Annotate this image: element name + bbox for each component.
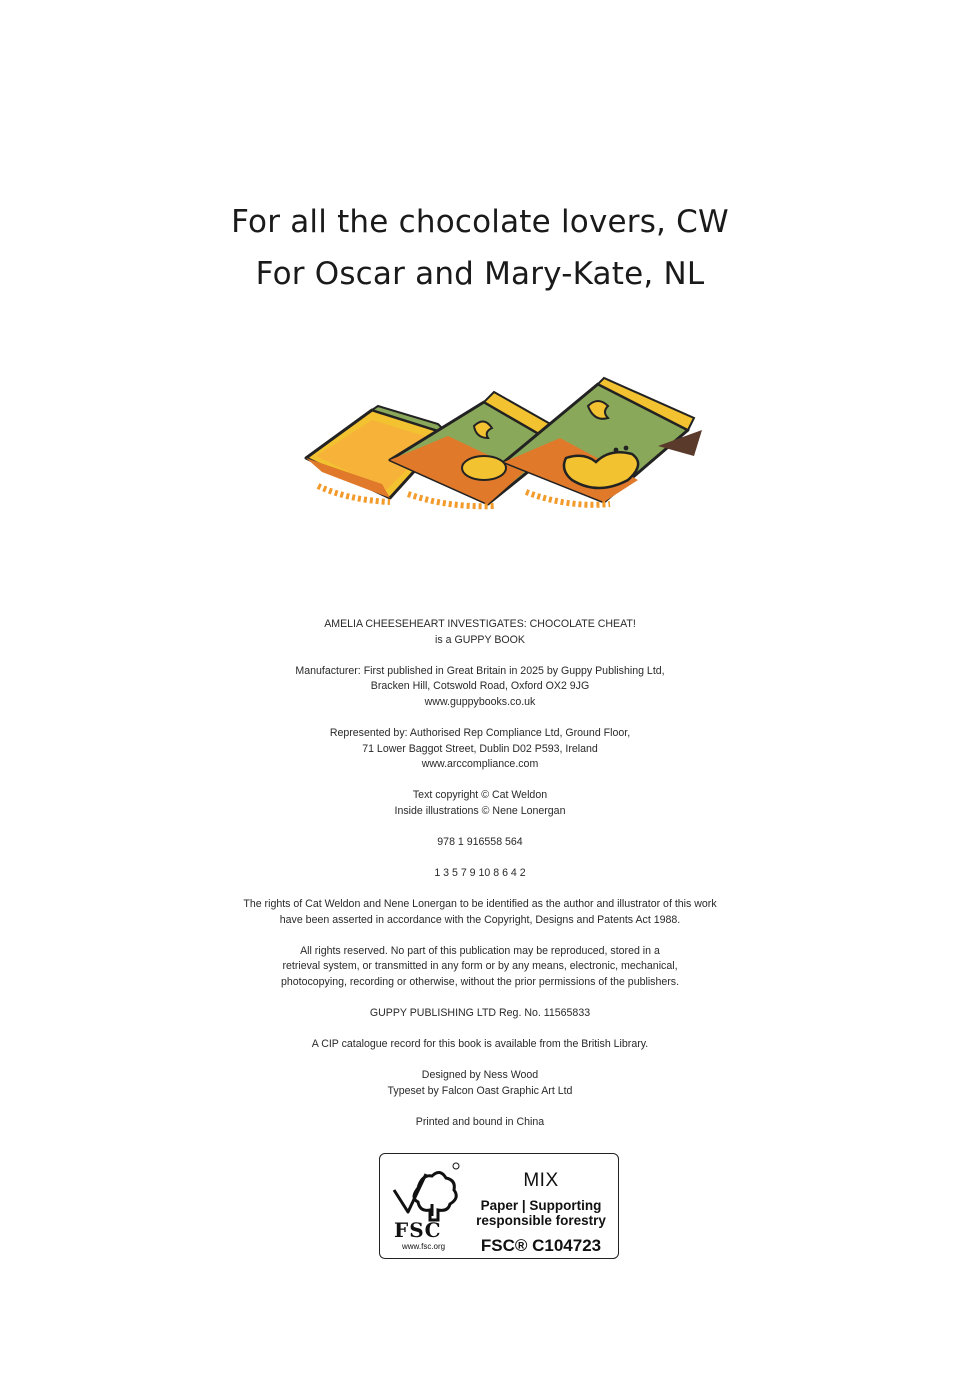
cip-block [0, 1037, 960, 1053]
reserved-line-3: photocopying, recording or otherwise, without the prior permissions of the publishers. [280, 976, 680, 988]
isbn-block [0, 835, 960, 851]
fsc-website: www.fsc.org [402, 1242, 446, 1251]
printed-in: Printed and bound in China [415, 1115, 545, 1128]
printed-block [0, 1115, 960, 1131]
print-line-block [0, 866, 960, 882]
fsc-paper-line-1: Paper | Supporting [480, 1198, 602, 1213]
text-copyright: Text copyright © Cat Weldon [412, 789, 548, 802]
rights-block [0, 897, 960, 928]
fsc-paper-line-2: responsible forestry [476, 1213, 606, 1228]
book-series: is a GUPPY BOOK [435, 633, 525, 646]
cip-statement: A CIP catalogue record for this book is available from the British Library. [311, 1038, 649, 1051]
fsc-paper-statement [466, 1198, 616, 1228]
rights-line-2: have been asserted in accordance with the Copyright, Designs and Patents Act 1988. [279, 913, 681, 926]
credits-block [0, 1068, 960, 1099]
illustrations-copyright: Inside illustrations © Nene Lonergan [394, 804, 566, 817]
rights-line-1: The rights of Cat Weldon and Nene Lonergan to be identified as the author and illustrator of this work [243, 898, 717, 911]
manufacturer-line-2: Bracken Hill, Cotswold Road, Oxford OX2 9JG [370, 680, 590, 693]
imprint-page [0, 617, 960, 1146]
manufacturer-line-1: Manufacturer: First published in Great Britain in 2025 by Guppy Publishing Ltd, [295, 664, 665, 677]
copyright-block [0, 788, 960, 819]
imprint-title-block [0, 617, 960, 648]
manufacturer-block [0, 664, 960, 711]
representative-line-2: 71 Lower Baggot Street, Dublin D02 P593, Ireland [362, 742, 598, 755]
isbn: 978 1 916558 564 [437, 835, 523, 848]
reserved-line-2: retrieval system, or transmitted in any form or by any means, electronic, mechanical, [282, 960, 678, 973]
chocolate-bars-illustration [298, 376, 708, 512]
reserved-block [0, 944, 960, 991]
representative-website: www.arccompliance.com [421, 758, 539, 771]
fsc-label-text [466, 1154, 616, 1256]
representative-block [0, 726, 960, 773]
fsc-certification-badge [379, 1153, 619, 1259]
reserved-line-1: All rights reserved. No part of this publication may be reproduced, stored in a [300, 944, 660, 957]
registration-block [0, 1006, 960, 1022]
registration-number: GUPPY PUBLISHING LTD Reg. No. 11565833 [369, 1007, 591, 1020]
designer-credit: Designed by Ness Wood [421, 1069, 539, 1082]
dedication-line-2: For Oscar and Mary-Kate, NL [255, 256, 705, 292]
fsc-mix: MIX [523, 1170, 559, 1191]
dedication-line-1: For all the chocolate lovers, CW [231, 204, 729, 240]
book-title: AMELIA CHEESEHEART INVESTIGATES: CHOCOLATE CHEAT! [324, 618, 636, 630]
manufacturer-website: www.guppybooks.co.uk [424, 695, 536, 708]
print-line: 1 3 5 7 9 10 8 6 4 2 [434, 867, 526, 880]
fsc-license-code: FSC® C104723 [480, 1236, 602, 1255]
representative-line-1: Represented by: Authorised Rep Compliance Ltd, Ground Floor, [329, 726, 631, 739]
typesetter-credit: Typeset by Falcon Oast Graphic Art Ltd [387, 1084, 573, 1097]
fsc-logo-text: FSC [394, 1218, 442, 1242]
dedication [0, 196, 960, 300]
chocolate-bar-right [504, 378, 702, 505]
